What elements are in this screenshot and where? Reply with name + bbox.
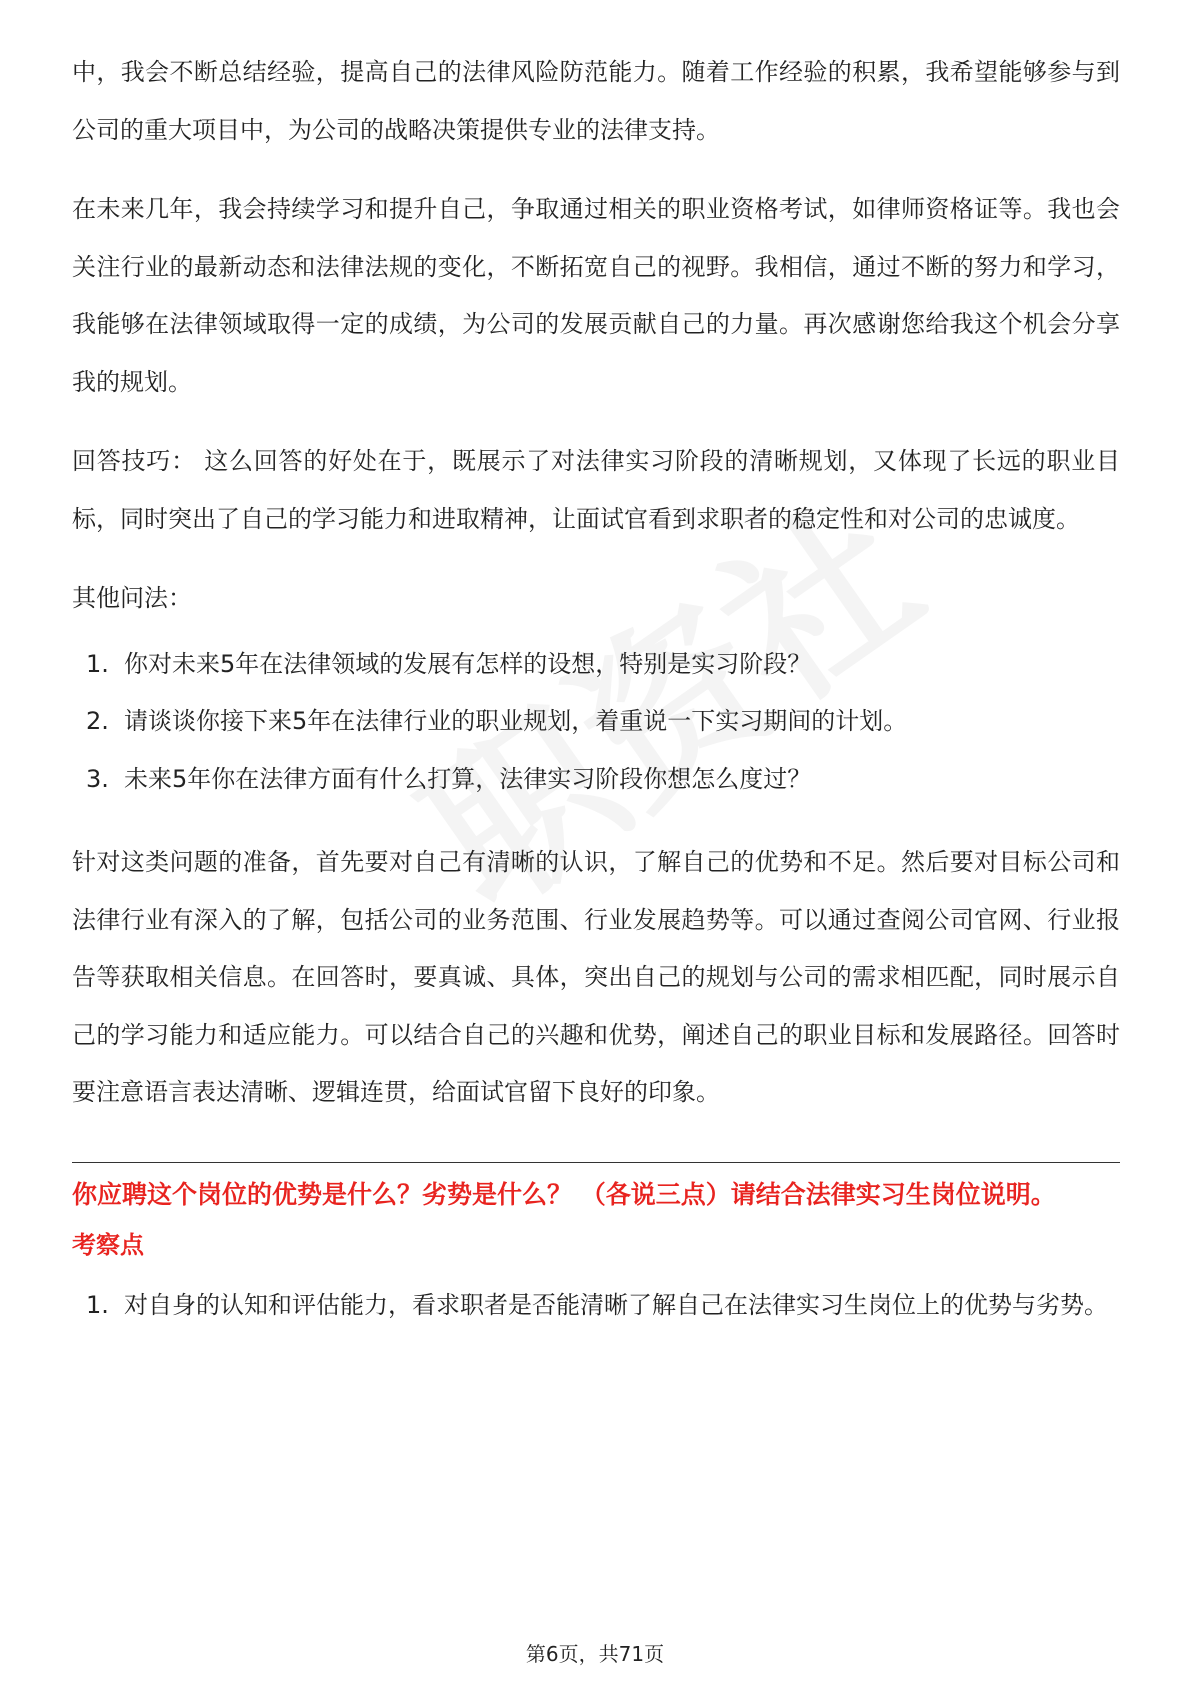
list-item-text: 对自身的认知和评估能力，看求职者是否能清晰了解自己在法律实习生岗位上的优势与劣势。 <box>124 1290 1108 1319</box>
list-item <box>72 1277 1120 1335</box>
list-item <box>72 636 1120 694</box>
list-item <box>72 751 1120 809</box>
list-item-text: 你对未来5年在法律领域的发展有怎样的设想，特别是实习阶段？ <box>124 649 812 678</box>
other-questions-heading: 其他问法： <box>72 584 192 612</box>
exam-points-list <box>72 1277 1120 1335</box>
question-title: 你应聘这个岗位的优势是什么？劣势是什么？ （各说三点）请结合法律实习生岗位说明。 <box>72 1179 1056 1209</box>
paragraph-future-plan: 在未来几年，我会持续学习和提升自己，争取通过相关的职业资格考试，如律师资格证等。我也会关注行业的最新动态和法律法规的变化，不断拓宽自己的视野。我相信，通过不断的努力和学习，我能够在法律领域取得一定的成绩，为公司的发展贡献自己的力量。再次感谢您给我这个机会分享我的规划。 <box>72 195 1120 396</box>
list-item-text: 请谈谈你接下来5年在法律行业的职业规划，着重说一下实习期间的计划。 <box>124 707 908 735</box>
paragraph-continuation: 中，我会不断总结经验，提高自己的法律风险防范能力。随着工作经验的积累，我希望能够参与到公司的重大项目中，为公司的战略决策提供专业的法律支持。 <box>72 58 1120 144</box>
page-footer: 第6页，共71页 <box>525 1642 665 1666</box>
exam-points-heading: 考察点 <box>72 1230 144 1259</box>
list-item <box>72 693 1120 751</box>
paragraph-answer-tips: 回答技巧： 这么回答的好处在于，既展示了对法律实习阶段的清晰规划，又体现了长远的职业目标，同时突出了自己的学习能力和进取精神，让面试官看到求职者的稳定性和对公司的忠诚度。 <box>72 447 1120 533</box>
list-item-number: 1. <box>86 1290 109 1319</box>
list-item-number: 1. <box>86 649 109 678</box>
paragraph-preparation: 针对这类问题的准备，首先要对自己有清晰的认识，了解自己的优势和不足。然后要对目标公司和法律行业有深入的了解，包括公司的业务范围、行业发展趋势等。可以通过查阅公司官网、行业报告等获取相关信息。在回答时，要真诚、具体，突出自己的规划与公司的需求相匹配，同时展示自己的学习能力和适应能力。可以结合自己的兴趣和优势，阐述自己的职业目标和发展路径。回答时要注意语言表达清晰、逻辑连贯，给面试官留下良好的印象。 <box>72 848 1120 1106</box>
section-divider <box>72 1162 1120 1163</box>
other-questions-list <box>72 636 1120 809</box>
list-item-number: 2. <box>86 707 109 735</box>
list-item-number: 3. <box>86 764 109 793</box>
list-item-text: 未来5年你在法律方面有什么打算，法律实习阶段你想怎么度过？ <box>124 764 812 793</box>
document-page <box>72 44 1120 1334</box>
